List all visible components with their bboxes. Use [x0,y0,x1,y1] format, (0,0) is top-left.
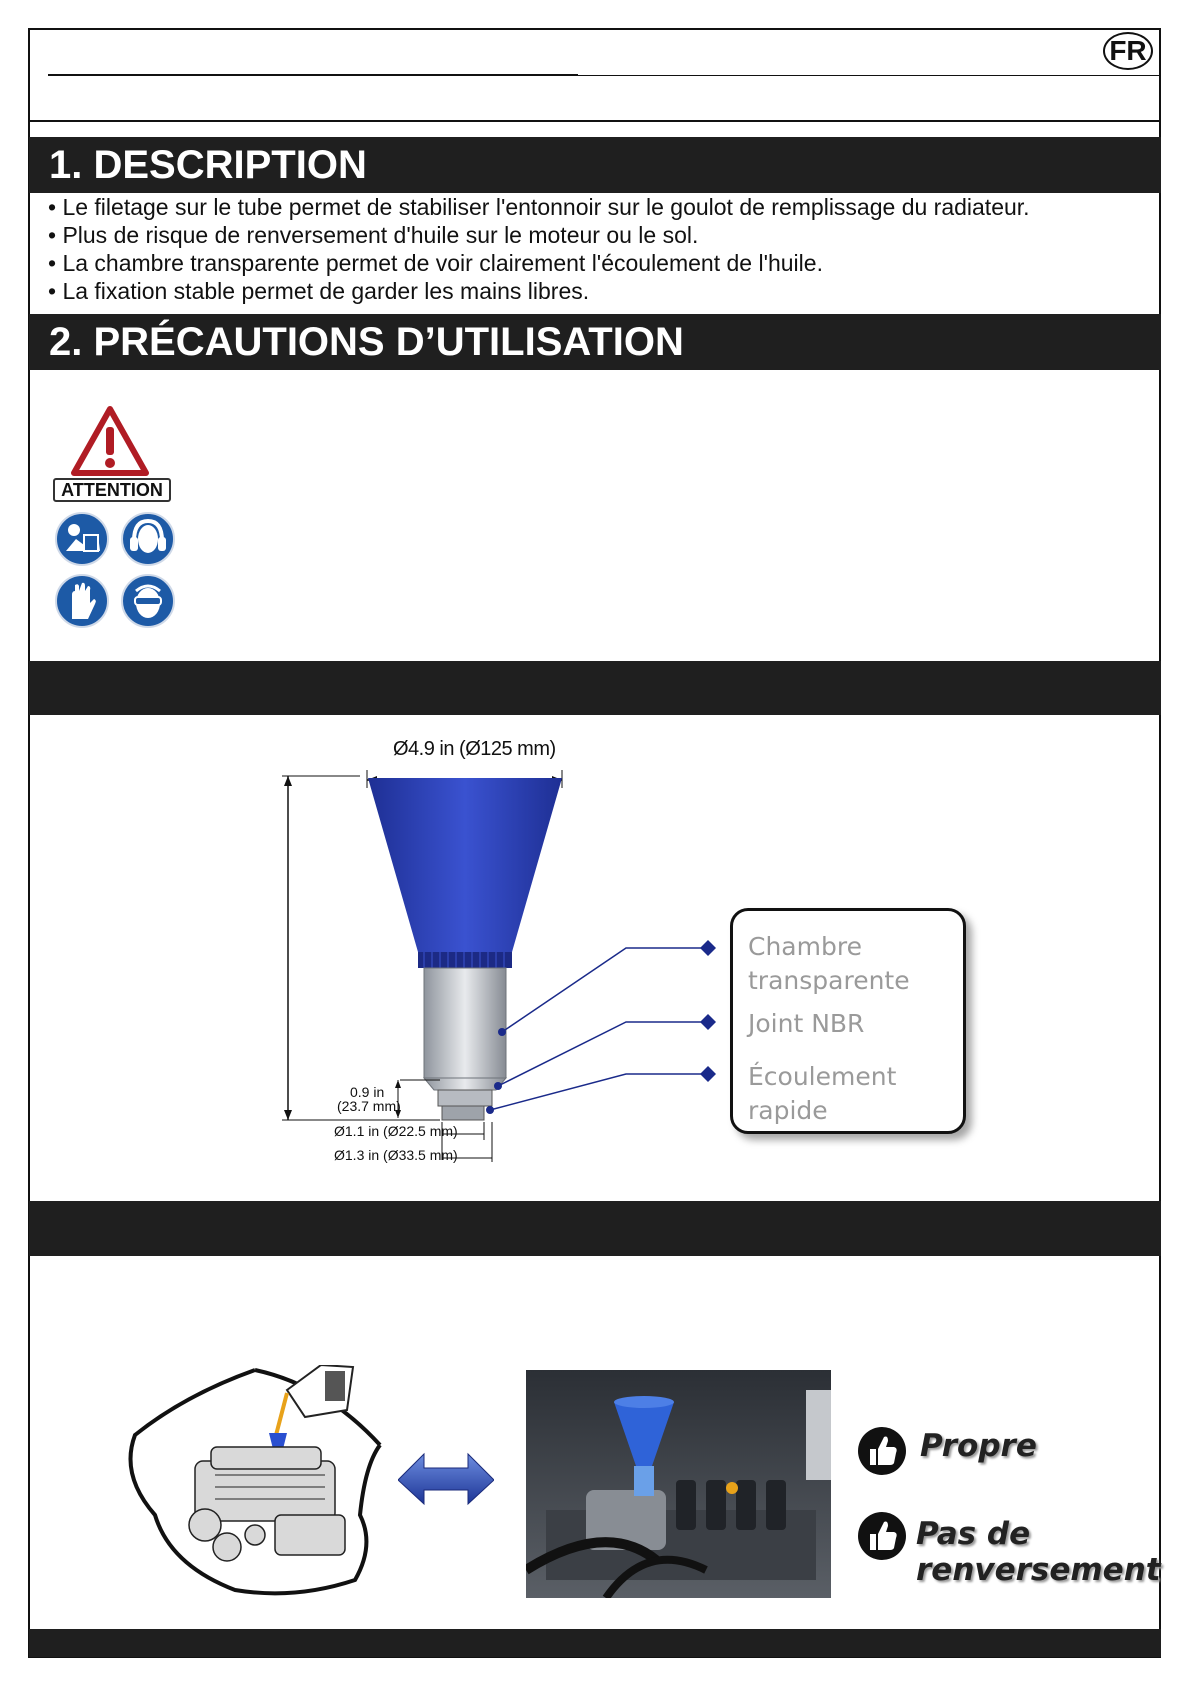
no-spill-label-line2: renversement [916,1552,1161,1588]
funnel-cone [368,778,562,952]
language-badge: FR [1103,32,1153,70]
no-spill-label-line1: Pas de [916,1516,1031,1552]
header-rule-1 [48,74,578,76]
attention-label: ATTENTION [53,478,171,502]
read-manual-icon [54,511,110,567]
section-title-precautions: 2. PRÉCAUTIONS D’UTILISATION [29,314,1161,370]
callout-seal: Joint NBR [748,1009,865,1038]
description-bullet: • La chambre transparente permet de voir clairement l'écoulement de l'huile. [48,250,823,276]
callout-chamber-line1: Chambre [748,932,862,961]
top-diameter-label: Ø4.9 in (Ø125 mm) [393,738,556,760]
callout-flow-line2: rapide [748,1096,828,1125]
clean-label: Propre [920,1428,1037,1464]
callout-chamber-line2: transparente [748,966,910,995]
gloves-icon [54,573,110,629]
section-bar-3 [29,661,1161,715]
thumbs-up-icon [856,1510,908,1562]
description-bullet: • La fixation stable permet de garder les mains libres. [48,278,590,304]
description-bullet: • Le filetage sur le tube permet de stabiliser l'entonnoir sur le goulot de remplissage du radiateur. [48,194,1030,220]
section-bar-4 [29,1201,1161,1256]
description-list [48,193,1030,305]
header-rule-3 [578,75,1161,76]
ear-protection-icon [120,511,176,567]
section-title-description: 1. DESCRIPTION [29,137,1161,193]
outer-diameter-label: Ø1.3 in (Ø33.5 mm) [334,1147,458,1163]
section-bar-5 [29,1629,1161,1657]
engine-sketch-illustration [125,1365,395,1605]
warning-triangle-icon [70,405,150,477]
description-bullet: • Plus de risque de renversement d'huile sur le moteur ou le sol. [48,222,699,248]
spout-height-in-label: 0.9 in [350,1084,385,1100]
callout-flow-line1: Écoulement [748,1062,897,1091]
spout-height-mm-label: (23.7 mm) [337,1098,401,1114]
engine-bay-photo [526,1370,831,1598]
transparent-chamber [424,968,506,1078]
header-rule-2 [28,120,1161,122]
double-arrow-icon [398,1450,494,1506]
spout [438,1090,492,1106]
safety-glasses-icon [120,573,176,629]
inner-diameter-label: Ø1.1 in (Ø22.5 mm) [334,1123,458,1139]
thumbs-up-icon [856,1425,908,1477]
